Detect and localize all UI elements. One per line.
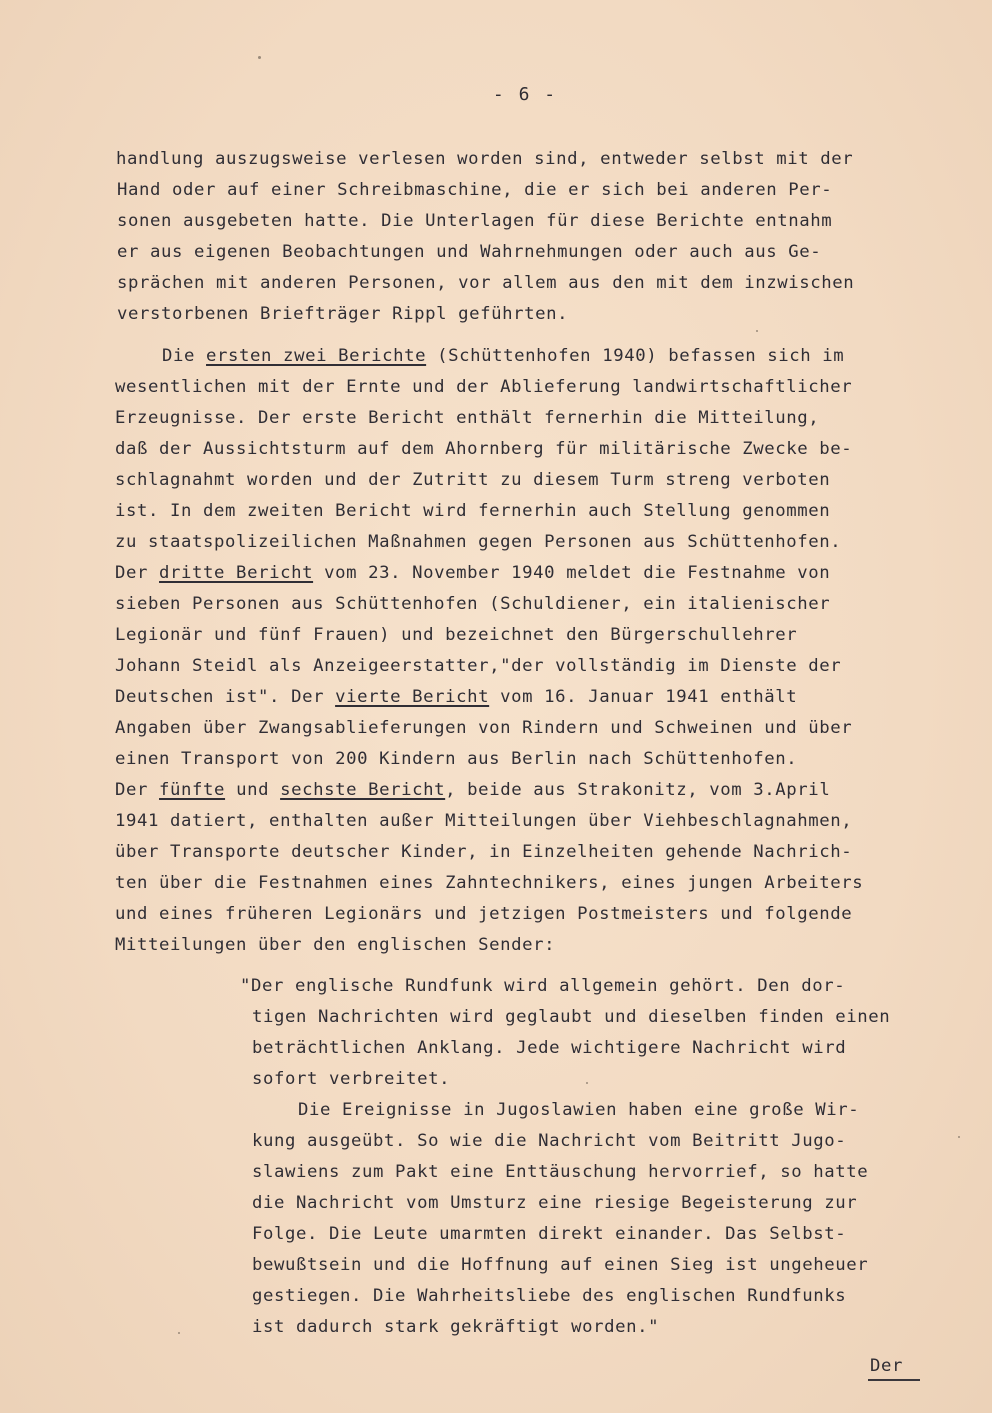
underlined-reference: ersten zwei Berichte	[206, 346, 427, 366]
text-line	[115, 377, 852, 397]
underlined-reference: dritte Bericht	[159, 563, 314, 583]
text-line	[115, 439, 852, 459]
text-line	[162, 346, 844, 366]
text-line	[115, 935, 555, 955]
text-line	[117, 211, 832, 231]
text-line	[115, 842, 852, 862]
text-segment: Johann Steidl als Anzeigeerstatter,"der vollständig im Dienste der	[115, 656, 842, 676]
text-segment: ist. In dem zweiten Bericht wird fernerhin auch Stellung genommen	[115, 501, 831, 521]
underlined-reference: sechste Bericht	[280, 780, 446, 800]
text-segment: Mitteilungen über den englischen Sender:	[115, 935, 556, 955]
text-line	[115, 470, 830, 490]
text-line	[115, 625, 797, 645]
text-segment: bewußtsein und die Hoffnung auf einen Sieg ist ungeheuer	[252, 1255, 869, 1275]
paper-speck	[958, 1136, 960, 1138]
text-segment: Erzeugnisse. Der erste Bericht enthält fernerhin die Mitteilung,	[115, 408, 820, 428]
underlined-reference: fünfte	[159, 780, 226, 800]
text-segment: Deutschen ist". Der	[115, 687, 336, 707]
text-segment: sonen ausgebeten hatte. Die Unterlagen für diese Berichte entnahm	[117, 211, 833, 231]
text-segment: (Schüttenhofen 1940) befassen sich im	[426, 346, 845, 366]
text-line	[115, 687, 797, 707]
paper-speck	[756, 330, 758, 332]
text-line	[252, 1193, 857, 1213]
text-line	[252, 1317, 659, 1337]
text-segment: einen Transport von 200 Kindern aus Berlin nach Schüttenhofen.	[115, 749, 798, 769]
text-line	[115, 408, 819, 428]
text-segment: und eines früheren Legionärs und jetzigen Postmeisters und folgende	[115, 904, 853, 924]
text-segment: 1941 datiert, enthalten außer Mitteilungen über Viehbeschlagnahmen,	[115, 811, 853, 831]
text-segment: Die Ereignisse in Jugoslawien haben eine große Wir-	[298, 1100, 860, 1120]
page-number: - 6 -	[492, 84, 558, 105]
catchword-underline	[868, 1379, 920, 1381]
text-segment: beträchtlichen Anklang. Jede wichtigere Nachricht wird	[252, 1038, 847, 1058]
catchword: Der	[870, 1356, 904, 1376]
text-line	[115, 718, 852, 738]
text-segment: gestiegen. Die Wahrheitsliebe des englischen Rundfunks	[252, 1286, 847, 1306]
text-line	[115, 501, 830, 521]
text-segment: Hand oder auf einer Schreibmaschine, die er sich bei anderen Per-	[117, 180, 833, 200]
paper-speck	[258, 56, 261, 59]
text-line	[115, 904, 852, 924]
text-segment: slawiens zum Pakt eine Enttäuschung hervorrief, so hatte	[252, 1162, 869, 1182]
text-segment: sieben Personen aus Schüttenhofen (Schuldiener, ein italienischer	[115, 594, 831, 614]
text-segment: , beide aus Strakonitz, vom 3.April	[445, 780, 831, 800]
text-line	[252, 1224, 846, 1244]
text-line	[117, 273, 854, 293]
text-line	[115, 780, 830, 800]
text-segment: "Der englische Rundfunk wird allgemein gehört. Den dor-	[240, 976, 846, 996]
text-line	[252, 1007, 890, 1027]
text-line	[240, 976, 845, 996]
text-line	[298, 1100, 859, 1120]
text-line	[115, 811, 852, 831]
text-line	[115, 594, 830, 614]
paper-speck	[178, 1332, 180, 1334]
text-line	[115, 532, 841, 552]
text-line	[115, 563, 830, 583]
text-segment: er aus eigenen Beobachtungen und Wahrnehmungen oder auch aus Ge-	[117, 242, 822, 262]
text-line	[115, 749, 797, 769]
text-line	[252, 1255, 868, 1275]
text-segment: kung ausgeübt. So wie die Nachricht vom Beitritt Jugo-	[252, 1131, 847, 1151]
text-segment: daß der Aussichtsturm auf dem Ahornberg für militärische Zwecke be-	[115, 439, 853, 459]
text-line	[252, 1038, 846, 1058]
text-segment: und	[225, 780, 281, 800]
text-segment: handlung auszugsweise verlesen worden sind, entweder selbst mit der	[116, 149, 854, 169]
text-line	[117, 304, 568, 324]
text-segment: über Transporte deutscher Kinder, in Einzelheiten gehende Nachrich-	[115, 842, 853, 862]
text-segment: wesentlichen mit der Ernte und der Ablieferung landwirtschaftlicher	[115, 377, 853, 397]
text-line	[117, 242, 821, 262]
text-segment: ist dadurch stark gekräftigt worden."	[252, 1317, 660, 1337]
text-segment: tigen Nachrichten wird geglaubt und dieselben finden einen	[252, 1007, 891, 1027]
text-line	[252, 1286, 846, 1306]
text-segment: die Nachricht vom Umsturz eine riesige Begeisterung zur	[252, 1193, 858, 1213]
text-segment: zu staatspolizeilichen Maßnahmen gegen Personen aus Schüttenhofen.	[115, 532, 842, 552]
text-segment: ten über die Festnahmen eines Zahntechnikers, eines jungen Arbeiters	[115, 873, 864, 893]
text-line	[117, 180, 832, 200]
text-segment: Die	[162, 346, 207, 366]
text-segment: Der	[115, 563, 160, 583]
paper-speck	[586, 1082, 588, 1084]
text-segment: verstorbenen Briefträger Rippl geführten.	[117, 304, 569, 324]
text-line	[252, 1069, 450, 1089]
text-segment: schlagnahmt worden und der Zutritt zu diesem Turm streng verboten	[115, 470, 831, 490]
text-line	[252, 1131, 846, 1151]
text-segment: sprächen mit anderen Personen, vor allem aus den mit dem inzwischen	[117, 273, 855, 293]
underlined-reference: vierte Bericht	[335, 687, 490, 707]
text-segment: vom 16. Januar 1941 enthält	[489, 687, 798, 707]
text-segment: Angaben über Zwangsablieferungen von Rindern und Schweinen und über	[115, 718, 853, 738]
text-line	[252, 1162, 868, 1182]
text-line	[115, 656, 841, 676]
text-segment: Folge. Die Leute umarmten direkt einander. Das Selbst-	[252, 1224, 847, 1244]
text-line	[116, 149, 853, 169]
text-segment: Der	[115, 780, 160, 800]
text-segment: Legionär und fünf Frauen) und bezeichnet den Bürgerschullehrer	[115, 625, 798, 645]
text-segment: vom 23. November 1940 meldet die Festnahme von	[313, 563, 831, 583]
text-segment: sofort verbreitet.	[252, 1069, 451, 1089]
text-line	[115, 873, 863, 893]
